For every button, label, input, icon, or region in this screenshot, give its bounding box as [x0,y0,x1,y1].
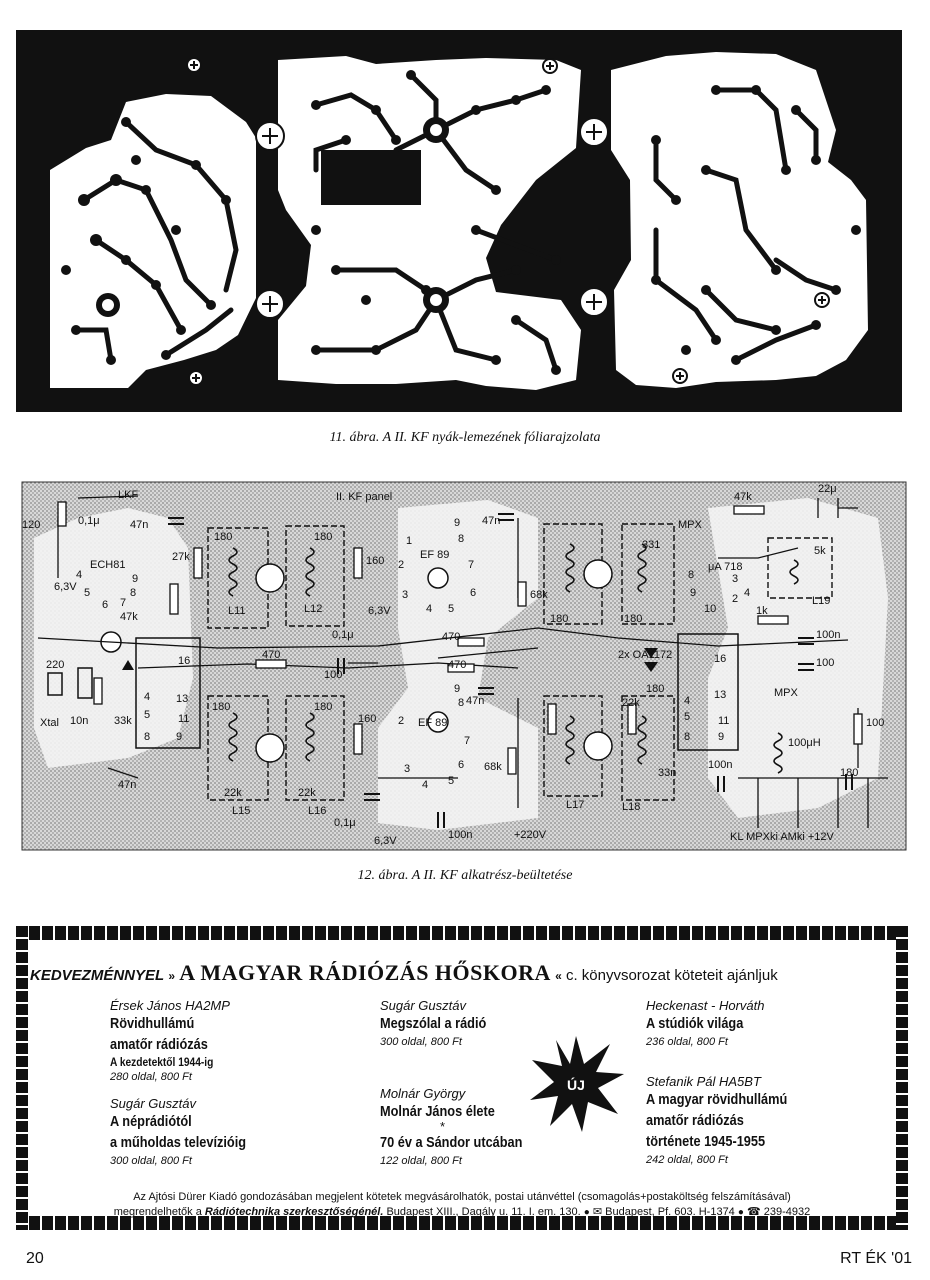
book-title-separator: * [440,1119,446,1134]
svg-text:9: 9 [690,587,697,599]
label-oa1172: 2x OA1172 [618,649,673,661]
label-c100-b: 100 [324,669,343,681]
arrow-right-icon: » [168,969,176,983]
svg-text:5: 5 [684,711,691,723]
label-c331: 331 [642,539,661,551]
figure-12-caption: 12. ábra. A II. KF alkatrész-beültetése [357,868,573,883]
book-title: a műholdas televízióig [110,1134,247,1151]
label-r68k-b: 68k [484,761,502,773]
label-n16-a: 16 [178,655,191,667]
envelope-icon: ✉ [592,1206,603,1218]
phone-icon: ☎ [746,1206,761,1218]
journal-name: RT ÉK '01 [840,1250,912,1267]
label-l18: L18 [622,801,641,813]
ad-border-left [16,926,28,1230]
svg-text:4: 4 [422,779,429,791]
svg-text:7: 7 [120,597,127,609]
new-label: ÚJ [567,1077,585,1093]
svg-text:8: 8 [144,731,151,743]
label-c100uh: 100μH [788,737,821,749]
svg-text:5: 5 [448,775,455,787]
figure-11-caption: 11. ábra. A II. KF nyák-lemezének fóliarajzolata [329,430,601,445]
footer-address: Budapest XIII., Dagály u. 11. I. em. 130. [386,1206,581,1218]
svg-text:8: 8 [130,587,137,599]
ad-series-title: A MAGYAR RÁDIÓZÁS HŐSKORA [179,960,551,985]
svg-text:2: 2 [398,715,405,727]
label-c180-f: 180 [314,701,333,713]
label-l17: L17 [566,799,585,811]
book-meta: 280 oldal, 800 Ft [110,1071,192,1083]
label-r1k: 1k [756,605,768,617]
book-title: története 1945-1955 [646,1133,766,1150]
panel-label: II. KF panel [336,491,393,503]
label-c47n-d: 47n [466,695,485,707]
label-r47k-b: 47k [120,611,138,623]
label-r470-b: 470 [262,649,281,661]
bullet-icon: ● [583,1207,590,1218]
svg-text:9: 9 [176,731,183,743]
book-meta: 300 oldal, 800 Ft [110,1155,192,1167]
book-title: amatőr rádiózás [646,1112,744,1129]
label-c47n-b: 47n [482,515,501,527]
label-r68k-a: 68k [530,589,548,601]
book-series-ad [16,926,908,1230]
label-r47k-top: 47k [734,491,752,503]
label-c10n: 10n [70,715,89,727]
ad-content [30,942,894,1218]
label-c100n-b: 100n [708,759,733,771]
label-ua718: μA 718 [708,561,743,573]
label-n13-b: 13 [714,689,727,701]
ad-lead: KEDVEZMÉNNYEL [30,967,165,984]
svg-text:4: 4 [426,603,433,615]
book-title: Rövidhullámú [110,1015,195,1032]
ad-headline [30,960,894,986]
label-bottom-terms: KL MPXki AMki +12V [730,831,834,843]
book-author: Stefanik Pál HA5BT [646,1074,761,1089]
label-lkf: LKF [118,489,139,501]
label-ech81: ECH81 [90,559,126,571]
svg-text:5: 5 [144,709,151,721]
label-v63-a: 6,3V [54,581,77,593]
label-c47n-a: 47n [130,519,149,531]
label-c22u: 22μ [818,483,837,495]
svg-text:10: 10 [704,603,717,615]
label-n16-b: 16 [714,653,727,665]
svg-text:9: 9 [718,731,725,743]
svg-text:2: 2 [732,593,739,605]
label-c47n-c: 47n [118,779,137,791]
svg-text:7: 7 [468,559,475,571]
svg-text:8: 8 [684,731,691,743]
book-meta: 242 oldal, 800 Ft [646,1154,728,1166]
svg-text:3: 3 [404,763,411,775]
label-v63-b: 6,3V [368,605,391,617]
book-author: Molnár György [380,1086,466,1101]
label-mpx-mid: MPX [774,687,798,699]
book-meta: 236 oldal, 800 Ft [646,1036,728,1048]
page-number: 20 [26,1250,44,1267]
new-starburst-icon [526,1034,626,1134]
label-l19: L19 [812,595,831,607]
ad-footer [30,1190,894,1220]
label-l11: L11 [228,605,246,617]
label-r33k: 33k [114,715,132,727]
label-r160-a: 160 [366,555,385,567]
label-n13-a: 13 [176,693,189,705]
book-meta: 122 oldal, 800 Ft [380,1155,462,1167]
book-title: 70 év a Sándor utcában [380,1134,523,1151]
book-entry [110,1096,340,1167]
pcb-foil-drawing [16,30,902,412]
label-c100n-a: 100n [816,629,841,641]
book-title: Megszólal a rádió [380,1015,487,1032]
svg-text:4: 4 [144,691,151,703]
label-c180-e: 180 [212,701,231,713]
label-c33n: 33n [658,767,677,779]
label-r470-a: 470 [442,631,461,643]
svg-text:5: 5 [448,603,455,615]
label-v220: +220V [514,829,547,841]
svg-text:4: 4 [76,569,83,581]
svg-text:3: 3 [732,573,739,585]
label-c01u-c: 0,1μ [334,817,356,829]
label-ef89-a: EF 89 [420,549,450,561]
footer-phone: 239-4932 [763,1206,811,1218]
label-c180-g: 180 [646,683,665,695]
label-l16: L16 [308,805,327,817]
footer-mail: Budapest, Pf. 603. H-1374 [605,1206,735,1218]
label-r470-c: 470 [448,659,467,671]
label-c180-a: 180 [214,531,233,543]
label-c180-c: 180 [550,613,569,625]
book-title: Molnár János élete [380,1103,495,1120]
label-c180-d: 180 [624,613,643,625]
label-c180-h: 180 [840,767,859,779]
label-l15: L15 [232,805,251,817]
svg-text:2: 2 [398,559,405,571]
label-mpx-top: MPX [678,519,702,531]
book-title: A stúdiók világa [646,1015,744,1032]
label-ef89-b: EF 89 [418,717,448,729]
book-subtitle: A kezdetektől 1944-ig [110,1055,214,1069]
svg-text:7: 7 [464,735,471,747]
ad-border-right [896,926,908,1230]
footer-editorial: Rádiótechnika szerkesztőségénél. [204,1206,384,1218]
book-title: amatőr rádiózás [110,1036,208,1053]
label-r220: 220 [46,659,65,671]
ad-tail: c. könyvsorozat köteteit ajánljuk [565,967,778,984]
label-c100n-c: 100n [448,829,473,841]
svg-text:4: 4 [684,695,691,707]
label-r120: 120 [22,519,41,531]
svg-text:8: 8 [458,533,465,545]
component-placement-drawing [18,478,910,854]
label-v63-c: 6,3V [374,835,397,847]
label-n11-a: 11 [178,713,190,725]
label-l12: L12 [304,603,323,615]
label-xtal: Xtal [40,717,59,729]
label-r27k: 27k [172,551,190,563]
svg-text:6: 6 [102,599,109,611]
book-entry [646,1074,886,1166]
book-author: Heckenast - Horváth [646,998,765,1013]
svg-text:9: 9 [454,683,461,695]
footer-text: megrendelhetők a [113,1206,202,1218]
label-r5k: 5k [814,545,826,557]
book-author: Sugár Gusztáv [110,1096,196,1111]
book-author: Sugár Gusztáv [380,998,466,1013]
svg-text:8: 8 [458,697,465,709]
label-n11-b: 11 [718,715,730,727]
label-r22k-a: 22k [622,697,640,709]
svg-text:8: 8 [688,569,695,581]
label-c01u: 0,1μ [78,515,100,527]
svg-text:1: 1 [406,535,413,547]
svg-text:9: 9 [132,573,139,585]
ad-footer-line-1: Az Ajtósi Dürer Kiadó gondozásában megjelent kötetek megvásárolhatók, postai utánvéttel (csomagolás+postaköltség felszámításával) [133,1191,791,1203]
book-entry [646,998,886,1048]
ad-footer-line-2 [30,1205,894,1220]
svg-text:3: 3 [402,589,409,601]
label-c100-a: 100 [816,657,835,669]
label-r160-b: 160 [358,713,377,725]
label-c180-b: 180 [314,531,333,543]
label-r22k-b: 22k [224,787,242,799]
svg-text:4: 4 [744,587,751,599]
book-entry [110,998,340,1083]
arrow-left-icon: « [555,969,562,983]
book-author: Érsek János HA2MP [110,998,230,1013]
book-meta: 300 oldal, 800 Ft [380,1036,462,1048]
svg-text:6: 6 [470,587,477,599]
book-title: A néprádiótól [110,1113,192,1130]
ad-border-top [16,926,908,940]
book-title: A magyar rövidhullámú [646,1091,788,1108]
bullet-icon: ● [737,1207,744,1218]
svg-text:5: 5 [84,587,91,599]
svg-text:6: 6 [458,759,465,771]
svg-text:9: 9 [454,517,461,529]
label-c01u-b: 0,1μ [332,629,354,641]
label-r22k-c: 22k [298,787,316,799]
label-r100-v: 100 [866,717,885,729]
